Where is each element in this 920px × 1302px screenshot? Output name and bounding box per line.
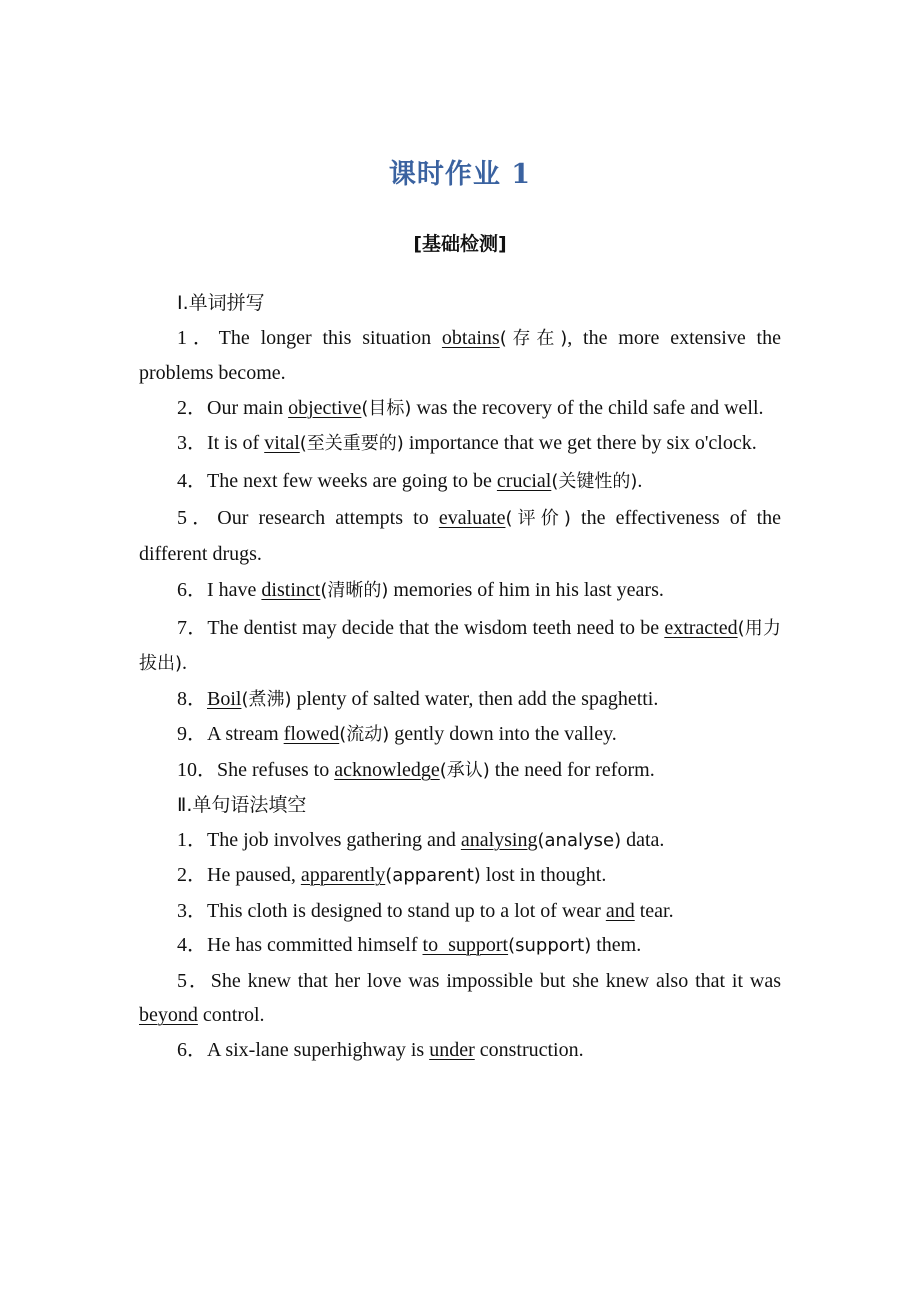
item-hint: (承认): [439, 759, 490, 781]
item-number: 7．: [177, 616, 208, 639]
exercise-item: [139, 391, 781, 427]
answer-blank: and: [605, 899, 635, 922]
item-number: 1．: [177, 326, 219, 349]
item-number: 5．: [177, 507, 218, 529]
exercise-item: [139, 823, 781, 859]
item-text: memories of him in his last years.: [388, 579, 664, 601]
item-hint: (apparent): [385, 865, 481, 886]
section-heading: Ⅱ.单句语法填空: [177, 794, 307, 816]
item-hint: (support): [508, 935, 592, 956]
exercise-content: [139, 286, 781, 1067]
item-text: The longer this situation: [218, 326, 442, 349]
section-subtitle: [基础检测]: [413, 233, 507, 255]
item-text: data.: [621, 828, 665, 851]
answer-blank: flowed: [283, 723, 340, 745]
item-number: 8．: [177, 687, 207, 710]
answer-blank: evaluate: [438, 507, 506, 529]
item-text: I have: [207, 579, 262, 601]
item-text: the need for reform.: [489, 758, 655, 781]
item-text: tear.: [634, 899, 674, 922]
answer-blank: distinct: [261, 579, 321, 601]
item-text: .: [637, 469, 643, 492]
exercise-item: [139, 717, 781, 753]
answer-blank: Boil: [207, 687, 242, 710]
item-number: 2．: [177, 396, 207, 419]
item-hint: (用力拔出): [139, 617, 781, 674]
exercise-item: [139, 611, 781, 682]
item-hint: (清晰的): [320, 580, 389, 601]
exercise-item: [139, 894, 781, 929]
answer-blank: extracted: [664, 616, 738, 639]
item-number: 2．: [177, 864, 207, 886]
item-hint: (流动): [339, 724, 390, 745]
item-number: 6．: [177, 579, 207, 601]
exercise-item: [139, 1033, 781, 1068]
item-number: 4．: [177, 934, 207, 956]
answer-blank: to support: [422, 934, 509, 956]
item-hint: (煮沸): [241, 688, 292, 710]
exercise-item: [139, 753, 781, 789]
item-text: A stream: [207, 723, 284, 745]
item-number: 3．: [177, 899, 207, 922]
exercise-item: [139, 928, 781, 964]
item-hint: (关键性的): [551, 470, 638, 492]
item-hint: (目标): [361, 397, 412, 419]
answer-blank: obtains: [441, 326, 500, 349]
item-number: 10．: [177, 758, 217, 781]
answer-blank: analysing: [460, 828, 538, 851]
exercise-item: [139, 682, 781, 718]
answer-blank: vital: [264, 432, 300, 454]
item-hint: (analyse): [537, 829, 622, 851]
answer-blank: under: [429, 1038, 475, 1061]
exercise-item: [139, 573, 781, 609]
item-number: 5．: [177, 969, 211, 992]
item-hint: (至关重要的): [299, 433, 404, 454]
item-number: 9．: [177, 723, 207, 745]
item-hint: (评价): [505, 508, 571, 529]
item-text: The job involves gathering and: [207, 828, 461, 851]
exercise-item: [139, 426, 781, 462]
item-text: He has committed himself: [207, 934, 423, 956]
item-hint: (存在): [499, 327, 568, 349]
item-text: them.: [591, 934, 642, 956]
exercise-item: [139, 501, 781, 571]
item-text: the effectiveness of the different drugs.: [139, 507, 782, 565]
item-text: .: [182, 652, 188, 674]
item-number: 4．: [177, 469, 207, 492]
answer-blank: objective: [288, 396, 362, 419]
item-text: She knew that her love was impossible but she knew also that it was: [210, 969, 782, 992]
item-text: A six-lane superhighway is: [207, 1038, 430, 1061]
exercise-item: [139, 321, 781, 391]
item-text: lost in thought.: [480, 864, 607, 886]
item-number: 3．: [177, 432, 207, 454]
item-text: The dentist may decide that the wisdom teeth need to be: [207, 616, 665, 639]
item-text: Our research attempts to: [217, 507, 439, 529]
item-text: gently down into the valley.: [389, 723, 617, 745]
section-heading: Ⅰ.单词拼写: [177, 292, 265, 314]
item-text: control.: [197, 1004, 265, 1026]
exercise-item: [139, 464, 781, 500]
item-text: , the more extensive the problems become.: [139, 326, 781, 384]
item-text: The next few weeks are going to be: [207, 469, 497, 492]
item-text: She refuses to: [217, 758, 335, 781]
exercise-item: [139, 964, 781, 1033]
item-text: importance that we get there by six o'clock.: [403, 432, 757, 454]
item-text: This cloth is designed to stand up to a lot of wear: [207, 899, 606, 922]
item-text: He paused,: [207, 864, 301, 886]
item-text: plenty of salted water, then add the spaghetti.: [291, 687, 659, 710]
item-text: It is of: [207, 432, 265, 454]
page-title: 课时作业 1: [388, 159, 532, 190]
item-number: 1．: [177, 828, 207, 851]
answer-blank: acknowledge: [334, 758, 440, 781]
item-text: construction.: [474, 1038, 584, 1061]
exercise-item: [139, 858, 781, 894]
answer-blank: crucial: [496, 469, 552, 492]
answer-blank: beyond: [139, 1004, 198, 1026]
item-text: Our main: [207, 396, 289, 419]
item-number: 6．: [177, 1038, 207, 1061]
item-text: was the recovery of the child safe and well.: [411, 396, 764, 419]
answer-blank: apparently: [300, 864, 386, 886]
